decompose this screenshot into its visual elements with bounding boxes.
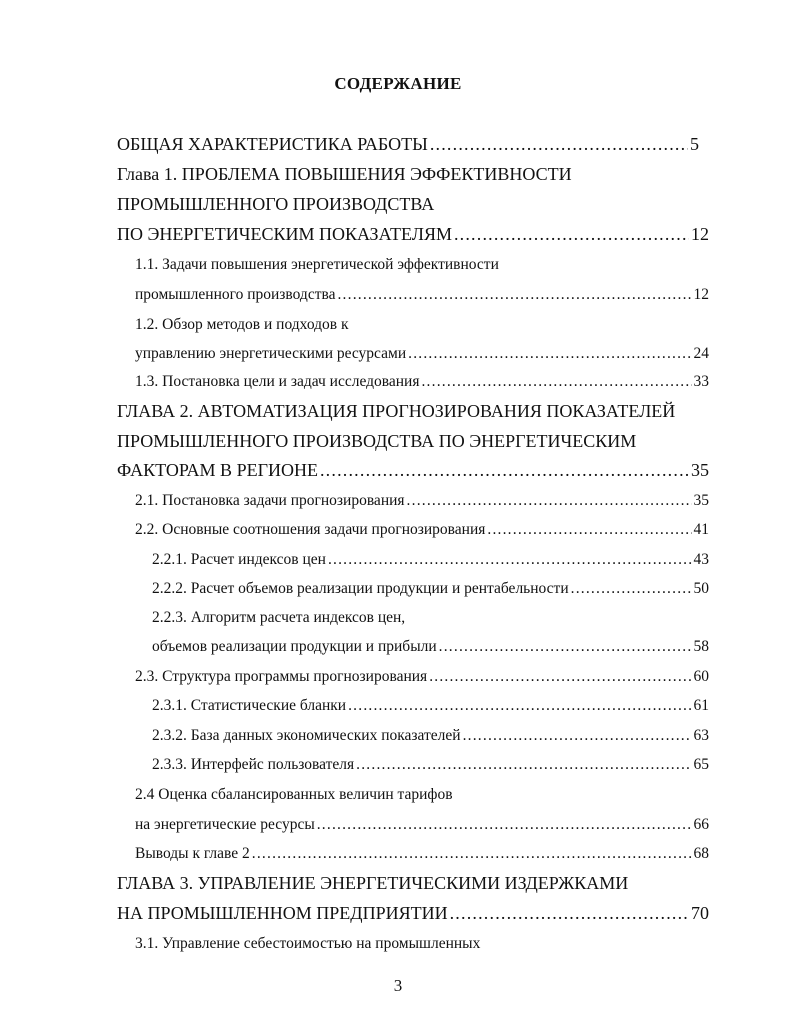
toc-entry-text: ГЛАВА 2. АВТОМАТИЗАЦИЯ ПРОГНОЗИРОВАНИЯ ПОКАЗАТЕЛЕЙ [117, 401, 676, 421]
toc-entry-text: НА ПРОМЫШЛЕННОМ ПРЕДПРИЯТИИ [117, 903, 448, 923]
toc-leader-dots [317, 814, 692, 836]
toc-entry [117, 133, 699, 155]
toc-leader-dots [337, 284, 691, 306]
toc-entry [135, 666, 709, 688]
toc-entry-text: 2.4 Оценка сбалансированных величин тарифов [135, 786, 453, 803]
toc-leader-dots [487, 519, 691, 541]
toc-entry-text: промышленного производства [135, 286, 336, 303]
toc-leader-dots [571, 578, 692, 600]
toc-entry-page: 60 [693, 668, 709, 685]
toc-entry-text: 2.2.2. Расчет объемов реализации продукции и рентабельности [152, 580, 569, 597]
toc-entry [152, 636, 709, 658]
toc-entry-text: 1.3. Постановка цели и задач исследования [135, 373, 420, 390]
toc-leader-dots [421, 371, 691, 393]
toc-entry-page: 70 [691, 903, 709, 923]
toc-entry-text: Выводы к главе 2 [135, 845, 250, 862]
toc-entry-text: 2.3.1. Статистические бланки [152, 697, 347, 714]
toc-leader-dots [450, 902, 689, 924]
toc-entry-text: 2.1. Постановка задачи прогнозирования [135, 492, 405, 509]
toc-entry-page: 58 [693, 638, 709, 655]
toc-entry [152, 754, 709, 776]
toc-entry-text: 2.3.3. Интерфейс пользователя [152, 756, 355, 773]
toc-entry [117, 400, 675, 422]
toc-entry-page: 35 [691, 460, 709, 480]
toc-entry [135, 519, 709, 541]
toc-entry-text: управлению энергетическими ресурсами [135, 345, 407, 362]
page-title: СОДЕРЖАНИЕ [334, 74, 462, 93]
toc-entry-text: объемов реализации продукции и прибыли [152, 638, 437, 655]
toc-entry-text: 2.2. Основные соотношения задачи прогнозирования [135, 521, 486, 538]
toc-leader-dots [328, 549, 692, 571]
toc-entry-text: на энергетические ресурсы [135, 816, 315, 833]
toc-entry-page: 50 [693, 580, 709, 597]
toc-entry [135, 843, 709, 865]
toc-entry [117, 223, 709, 245]
toc-entry-page: 5 [690, 134, 699, 154]
toc-entry-text: ОБЩАЯ ХАРАКТЕРИСТИКА РАБОТЫ [117, 134, 428, 154]
toc-entry [117, 430, 636, 452]
toc-entry [135, 343, 709, 365]
toc-entry-text: 2.2.1. Расчет индексов цен [152, 551, 326, 568]
toc-entry-text: 2.3.2. База данных экономических показателей [152, 727, 461, 744]
toc-entry-text: 1.1. Задачи повышения энергетической эффективности [135, 256, 499, 273]
toc-entry [152, 695, 709, 717]
toc-entry-text: ПО ЭНЕРГЕТИЧЕСКИМ ПОКАЗАТЕЛЯМ [117, 224, 452, 244]
toc-leader-dots [463, 725, 692, 747]
toc-entry [152, 578, 709, 600]
toc-leader-dots [407, 490, 692, 512]
toc-entry-page: 12 [691, 224, 709, 244]
toc-entry [117, 872, 628, 894]
toc-entry-text: ПРОМЫШЛЕННОГО ПРОИЗВОДСТВА ПО ЭНЕРГЕТИЧЕСКИМ [117, 431, 637, 451]
toc-entry-text: ФАКТОРАМ В РЕГИОНЕ [117, 460, 318, 480]
toc-entry-text: Глава 1. ПРОБЛЕМА ПОВЫШЕНИЯ ЭФФЕКТИВНОСТИ [117, 164, 572, 184]
toc-entry-page: 63 [693, 727, 709, 744]
toc-leader-dots [252, 843, 692, 865]
toc-entry [135, 784, 453, 806]
toc-entry-page: 68 [693, 845, 709, 862]
toc-leader-dots [408, 343, 691, 365]
toc-leader-dots [454, 223, 689, 245]
toc-entry [152, 549, 709, 571]
toc-entry-page: 33 [693, 373, 709, 390]
toc-leader-dots [429, 666, 691, 688]
toc-entry [117, 193, 434, 215]
toc-entry-page: 41 [693, 521, 709, 538]
toc-entry [152, 725, 709, 747]
page-number: 3 [393, 976, 403, 995]
toc-entry-page: 12 [693, 286, 709, 303]
toc-entry-text: 3.1. Управление себестоимостью на промышленных [135, 935, 481, 952]
toc-entry-page: 24 [693, 345, 709, 362]
toc-entry [135, 933, 480, 955]
toc-entry [117, 459, 709, 481]
toc-leader-dots [439, 636, 692, 658]
toc-entry-page: 43 [693, 551, 709, 568]
toc-leader-dots [348, 695, 691, 717]
toc-entry [117, 163, 572, 185]
toc-entry [135, 254, 499, 276]
toc-entry [135, 814, 709, 836]
toc-leader-dots [356, 754, 691, 776]
toc-entry [117, 902, 709, 924]
toc-entry-text: ГЛАВА 3. УПРАВЛЕНИЕ ЭНЕРГЕТИЧЕСКИМИ ИЗДЕРЖКАМИ [117, 873, 629, 893]
toc-entry-page: 35 [693, 492, 709, 509]
toc-entry-page: 65 [693, 756, 709, 773]
toc-entry [135, 371, 709, 393]
toc-leader-dots [430, 133, 688, 155]
toc-leader-dots [320, 459, 689, 481]
toc-entry [135, 314, 348, 336]
toc-entry-text: 2.2.3. Алгоритм расчета индексов цен, [152, 609, 406, 626]
toc-entry-page: 66 [693, 816, 709, 833]
toc-entry-page: 61 [693, 697, 709, 714]
toc-entry [135, 284, 709, 306]
toc-entry [152, 607, 405, 629]
toc-entry [135, 490, 709, 512]
toc-entry-text: 1.2. Обзор методов и подходов к [135, 316, 349, 333]
toc-entry-text: ПРОМЫШЛЕННОГО ПРОИЗВОДСТВА [117, 194, 435, 214]
toc-entry-text: 2.3. Структура программы прогнозирования [135, 668, 428, 685]
